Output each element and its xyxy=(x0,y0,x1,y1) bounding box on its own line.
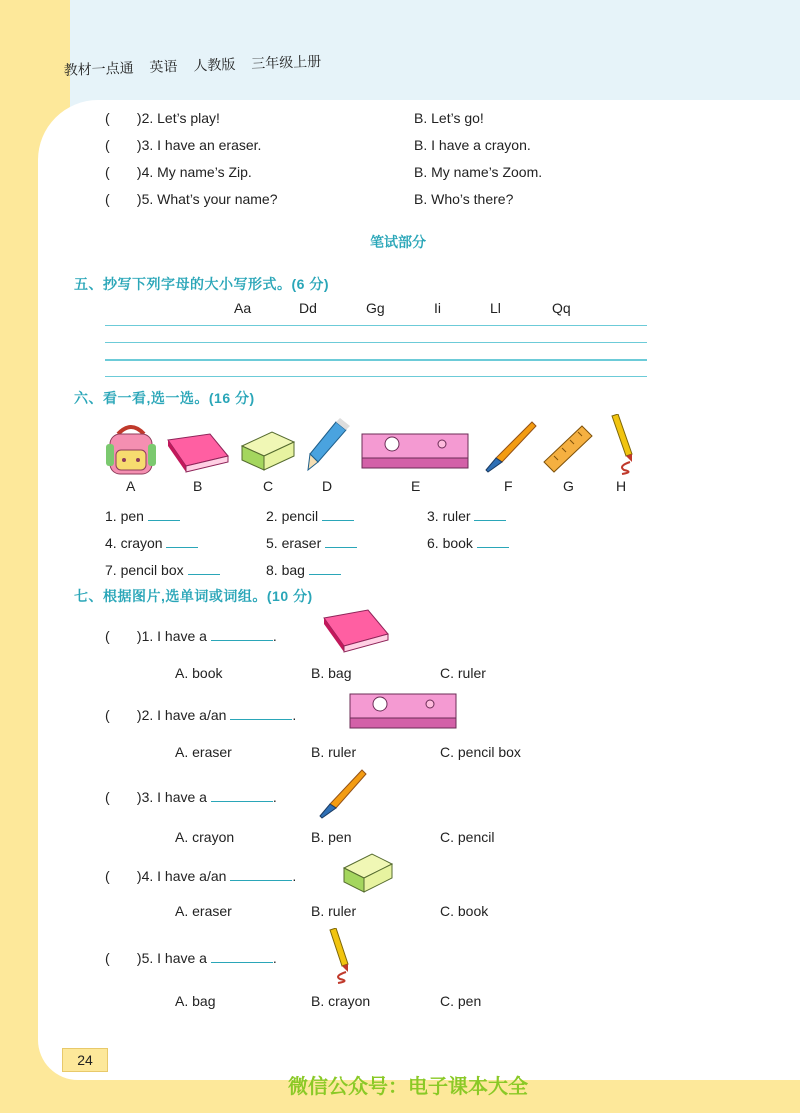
option: A. bag xyxy=(175,993,216,1009)
match-item xyxy=(266,533,357,551)
question-4: ( )4. I have a/an . xyxy=(105,868,297,884)
letter-pair: Ii xyxy=(434,300,441,316)
letter-pair: Gg xyxy=(366,300,385,316)
picture-label: D xyxy=(322,478,333,494)
pencil-box-icon xyxy=(344,690,462,734)
question-number: 5 xyxy=(141,950,150,966)
picture-label: E xyxy=(411,478,421,494)
writing-line xyxy=(105,376,647,377)
listening-item-5: ( )5. What’s your name? xyxy=(105,191,278,207)
writing-line xyxy=(105,359,647,361)
match-item-text: 1. pen xyxy=(105,508,144,524)
eraser-icon xyxy=(340,850,396,894)
option-a: Let’s play! xyxy=(157,110,220,126)
option: A. eraser xyxy=(175,744,232,760)
section-6-title: 六、看一看,选一选。(16 分) xyxy=(74,390,255,406)
option: A. eraser xyxy=(175,903,232,919)
question-3: ( )3. I have a . xyxy=(105,789,277,805)
question-stem: I have a/an xyxy=(157,707,227,723)
option: C. pen xyxy=(440,993,482,1009)
answer-blank[interactable] xyxy=(211,948,273,963)
picture-label: G xyxy=(563,478,574,494)
picture-label: H xyxy=(616,478,627,494)
question-number: 1 xyxy=(141,628,150,644)
match-item-text: 8. bag xyxy=(266,562,305,578)
match-item xyxy=(105,506,180,524)
question-1: ( )1. I have a . xyxy=(105,628,277,644)
page-number: 24 xyxy=(62,1048,108,1072)
question-stem: I have a xyxy=(157,628,207,644)
question-stem: I have a xyxy=(157,789,207,805)
listening-item-2: ( )2. Let’s play! xyxy=(105,110,220,126)
option: C. book xyxy=(440,903,489,919)
section-7-title: 七、根据图片,选单词或词组。(10 分) xyxy=(74,588,313,604)
question-5: ( )5. I have a . xyxy=(105,950,277,966)
match-item xyxy=(105,533,198,551)
option-b-text: I have a crayon. xyxy=(431,137,531,153)
option-a: What’s your name? xyxy=(157,191,278,207)
answer-blank[interactable] xyxy=(477,533,509,548)
answer-blank[interactable] xyxy=(188,560,220,575)
match-item-text: 3. ruler xyxy=(427,508,471,524)
section-5-title: 五、抄写下列字母的大小写形式。(6 分) xyxy=(74,276,329,292)
option-b-text: Let’s go! xyxy=(431,110,484,126)
match-item xyxy=(266,560,341,578)
pencil-icon xyxy=(306,418,350,474)
option: C. pencil xyxy=(440,829,495,845)
option: C. ruler xyxy=(440,665,486,681)
listening-item-4: ( )4. My name’s Zip. xyxy=(105,164,252,180)
match-item-text: 5. eraser xyxy=(266,535,322,551)
option: A. book xyxy=(175,665,223,681)
header-item: 英语 xyxy=(149,58,178,76)
footer-watermark: 微信公众号：电子课本大全 xyxy=(288,1074,528,1098)
option: B. crayon xyxy=(311,993,371,1009)
item-number: 4 xyxy=(141,164,150,180)
item-number: 3 xyxy=(141,137,150,153)
book-icon xyxy=(164,430,232,474)
question-2: ( )2. I have a/an . xyxy=(105,707,297,723)
ruler-icon xyxy=(542,424,594,474)
writing-line xyxy=(105,342,647,343)
option: B. ruler xyxy=(311,903,357,919)
picture-label: C xyxy=(263,478,274,494)
question-number: 4 xyxy=(141,868,150,884)
match-item xyxy=(105,560,220,578)
header-item: 教材一点通 xyxy=(63,59,134,79)
question-stem: I have a xyxy=(157,950,207,966)
item-number: 2 xyxy=(141,110,150,126)
question-number: 2 xyxy=(141,707,150,723)
answer-blank[interactable] xyxy=(230,866,292,881)
picture-label: A xyxy=(126,478,136,494)
crayon-icon xyxy=(322,928,362,984)
option-b: B. My name’s Zoom. xyxy=(414,164,543,180)
match-item-text: 6. book xyxy=(427,535,473,551)
option: C. pencil box xyxy=(440,744,521,760)
crayon-icon xyxy=(604,414,644,476)
picture-label: B xyxy=(193,478,203,494)
question-stem: I have a/an xyxy=(157,868,227,884)
match-item-text: 4. crayon xyxy=(105,535,163,551)
answer-blank[interactable] xyxy=(148,506,180,521)
match-item xyxy=(427,506,506,524)
book-icon xyxy=(320,606,392,656)
picture-label: F xyxy=(504,478,513,494)
option: A. crayon xyxy=(175,829,235,845)
top-background xyxy=(0,0,800,110)
pen-icon xyxy=(482,420,538,476)
option-b: B. Who’s there? xyxy=(414,191,514,207)
letter-pair: Dd xyxy=(299,300,317,316)
header-item: 三年级上册 xyxy=(250,53,322,72)
eraser-icon xyxy=(238,428,298,472)
question-number: 3 xyxy=(141,789,150,805)
answer-blank[interactable] xyxy=(309,560,341,575)
match-item xyxy=(427,533,509,551)
option-b-text: Who’s there? xyxy=(431,191,514,207)
letter-pair: Aa xyxy=(234,300,252,316)
answer-blank[interactable] xyxy=(211,626,273,641)
option-a: I have an eraser. xyxy=(157,137,262,153)
answer-blank[interactable] xyxy=(325,533,357,548)
option: B. pen xyxy=(311,829,352,845)
item-number: 5 xyxy=(141,191,150,207)
answer-blank[interactable] xyxy=(474,506,506,521)
match-item xyxy=(266,506,354,524)
option: B. ruler xyxy=(311,744,357,760)
writing-line xyxy=(105,325,647,326)
match-item-text: 2. pencil xyxy=(266,508,319,524)
pen-icon xyxy=(318,768,368,820)
listening-item-3: ( )3. I have an eraser. xyxy=(105,137,262,153)
written-part-title: 笔试部分 xyxy=(370,234,426,250)
option-a: My name’s Zip. xyxy=(157,164,252,180)
answer-blank[interactable] xyxy=(230,705,292,720)
header-item: 人教版 xyxy=(193,56,236,74)
option-b-text: My name’s Zoom. xyxy=(431,164,543,180)
letter-pair: Ll xyxy=(490,300,501,316)
option-b: B. I have a crayon. xyxy=(414,137,531,153)
answer-blank[interactable] xyxy=(322,506,354,521)
option-b: B. Let’s go! xyxy=(414,110,484,126)
option: B. bag xyxy=(311,665,352,681)
answer-blank[interactable] xyxy=(166,533,198,548)
match-item-text: 7. pencil box xyxy=(105,562,184,578)
pencil-box-icon xyxy=(356,430,474,474)
backpack-icon xyxy=(104,420,158,476)
letter-pair: Qq xyxy=(552,300,571,316)
answer-blank[interactable] xyxy=(211,787,273,802)
